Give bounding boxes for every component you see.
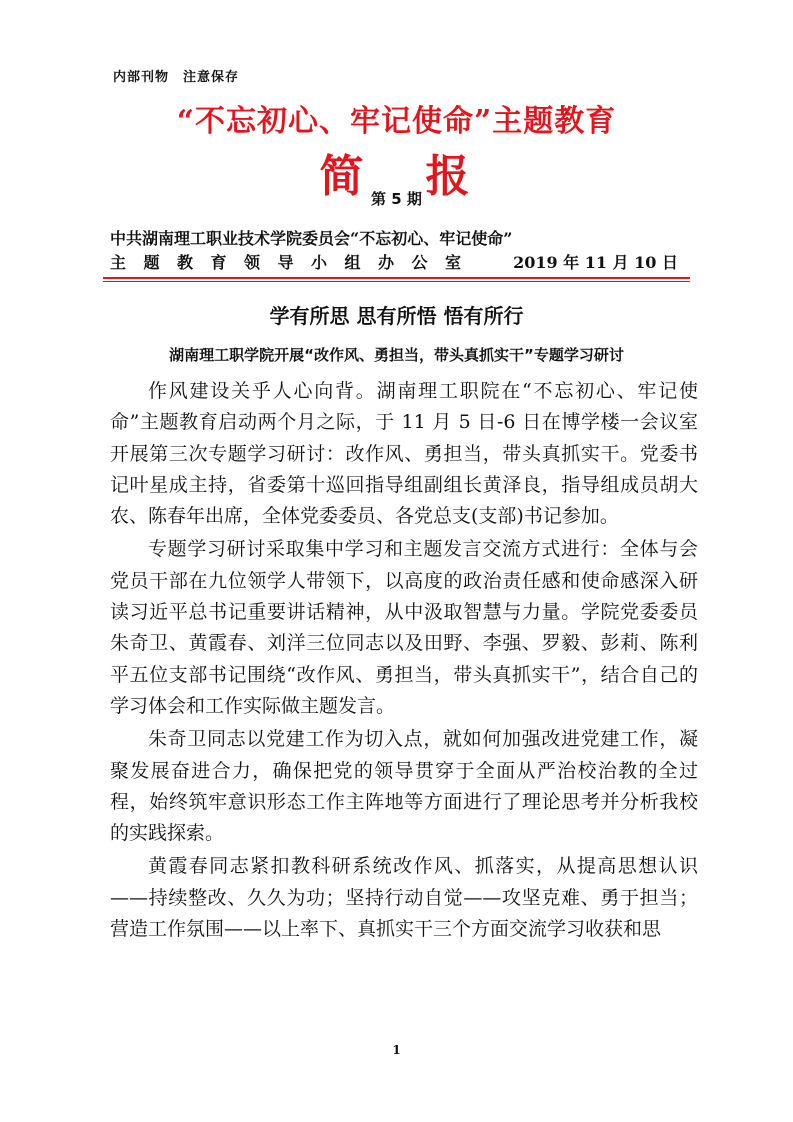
publisher-line-1: 中共湖南理工职业技术学院委员会“不忘初心、牢记使命” bbox=[110, 229, 513, 248]
paragraph: 黄霞春同志紧扣教科研系统改作风、抓落实，从提高思想认识——持续整改、久久为功；坚持行动自觉——攻坚克难、勇于担当；营造工作氛围——以上率下、真抓实干三个方面交流学习收获和思 bbox=[110, 855, 698, 941]
page-number: 1 bbox=[392, 1043, 401, 1057]
red-divider-thin bbox=[103, 281, 690, 282]
article-subheadline: 湖南理工职学院开展“改作风、勇担当，带头真抓实干”专题学习研讨 bbox=[169, 346, 624, 364]
paragraph: 专题学习研讨采取集中学习和主题发言交流方式进行：全体与会党员干部在九位领学人带领下，以高度的政治责任感和使命感深入研读习近平总书记重要讲话精神，从中汲取智慧与力量。学院党委委员朱奇卫、黄霞春、刘洋三位同志以及田野、李强、罗毅、彭莉、陈利平五位支部书记围绕“改作风、勇担当，带头真抓实干”，结合自己的学习体会和工作实际做主题发言。 bbox=[110, 538, 698, 717]
brief-char-2: 报 bbox=[425, 151, 474, 202]
internal-notice bbox=[113, 66, 239, 85]
publish-date: 2019 年 11 月 10 日 bbox=[513, 253, 678, 272]
bulletin-main-title: “不忘初心、牢记使命”主题教育 bbox=[176, 104, 617, 139]
issue-number: 第 5 期 bbox=[371, 190, 422, 208]
article-body bbox=[110, 376, 698, 947]
keep-label: 注意保存 bbox=[183, 70, 240, 85]
article-headline: 学有所思 思有所悟 悟有所行 bbox=[269, 304, 524, 328]
paragraph: 作风建设关乎人心向背。湖南理工职院在“不忘初心、牢记使命”主题教育启动两个月之际，于 11 月 5 日-6 日在博学楼一会议室开展第三次专题学习研讨：改作风、勇担当，带头真抓实干。党委书记叶星成主持，省委第十巡回指导组副组长黄泽良，指导组成员胡大农、陈春年出席，全体党委委员、各党总支(支部)书记参加。 bbox=[110, 380, 698, 528]
red-divider-thick bbox=[103, 277, 690, 279]
paragraph: 朱奇卫同志以党建工作为切入点，就如何加强改进党建工作，凝聚发展奋进合力，确保把党的领导贯穿于全面从严治校治教的全过程，始终筑牢意识形态工作主阵地等方面进行了理论思考并分析我校的实践探索。 bbox=[110, 728, 698, 845]
brief-char-1: 简 bbox=[319, 151, 368, 202]
internal-label: 内部刊物 bbox=[113, 70, 170, 85]
publisher-line-2 bbox=[110, 250, 690, 273]
publisher-office: 主题教育领导小组办公室 bbox=[110, 253, 479, 272]
